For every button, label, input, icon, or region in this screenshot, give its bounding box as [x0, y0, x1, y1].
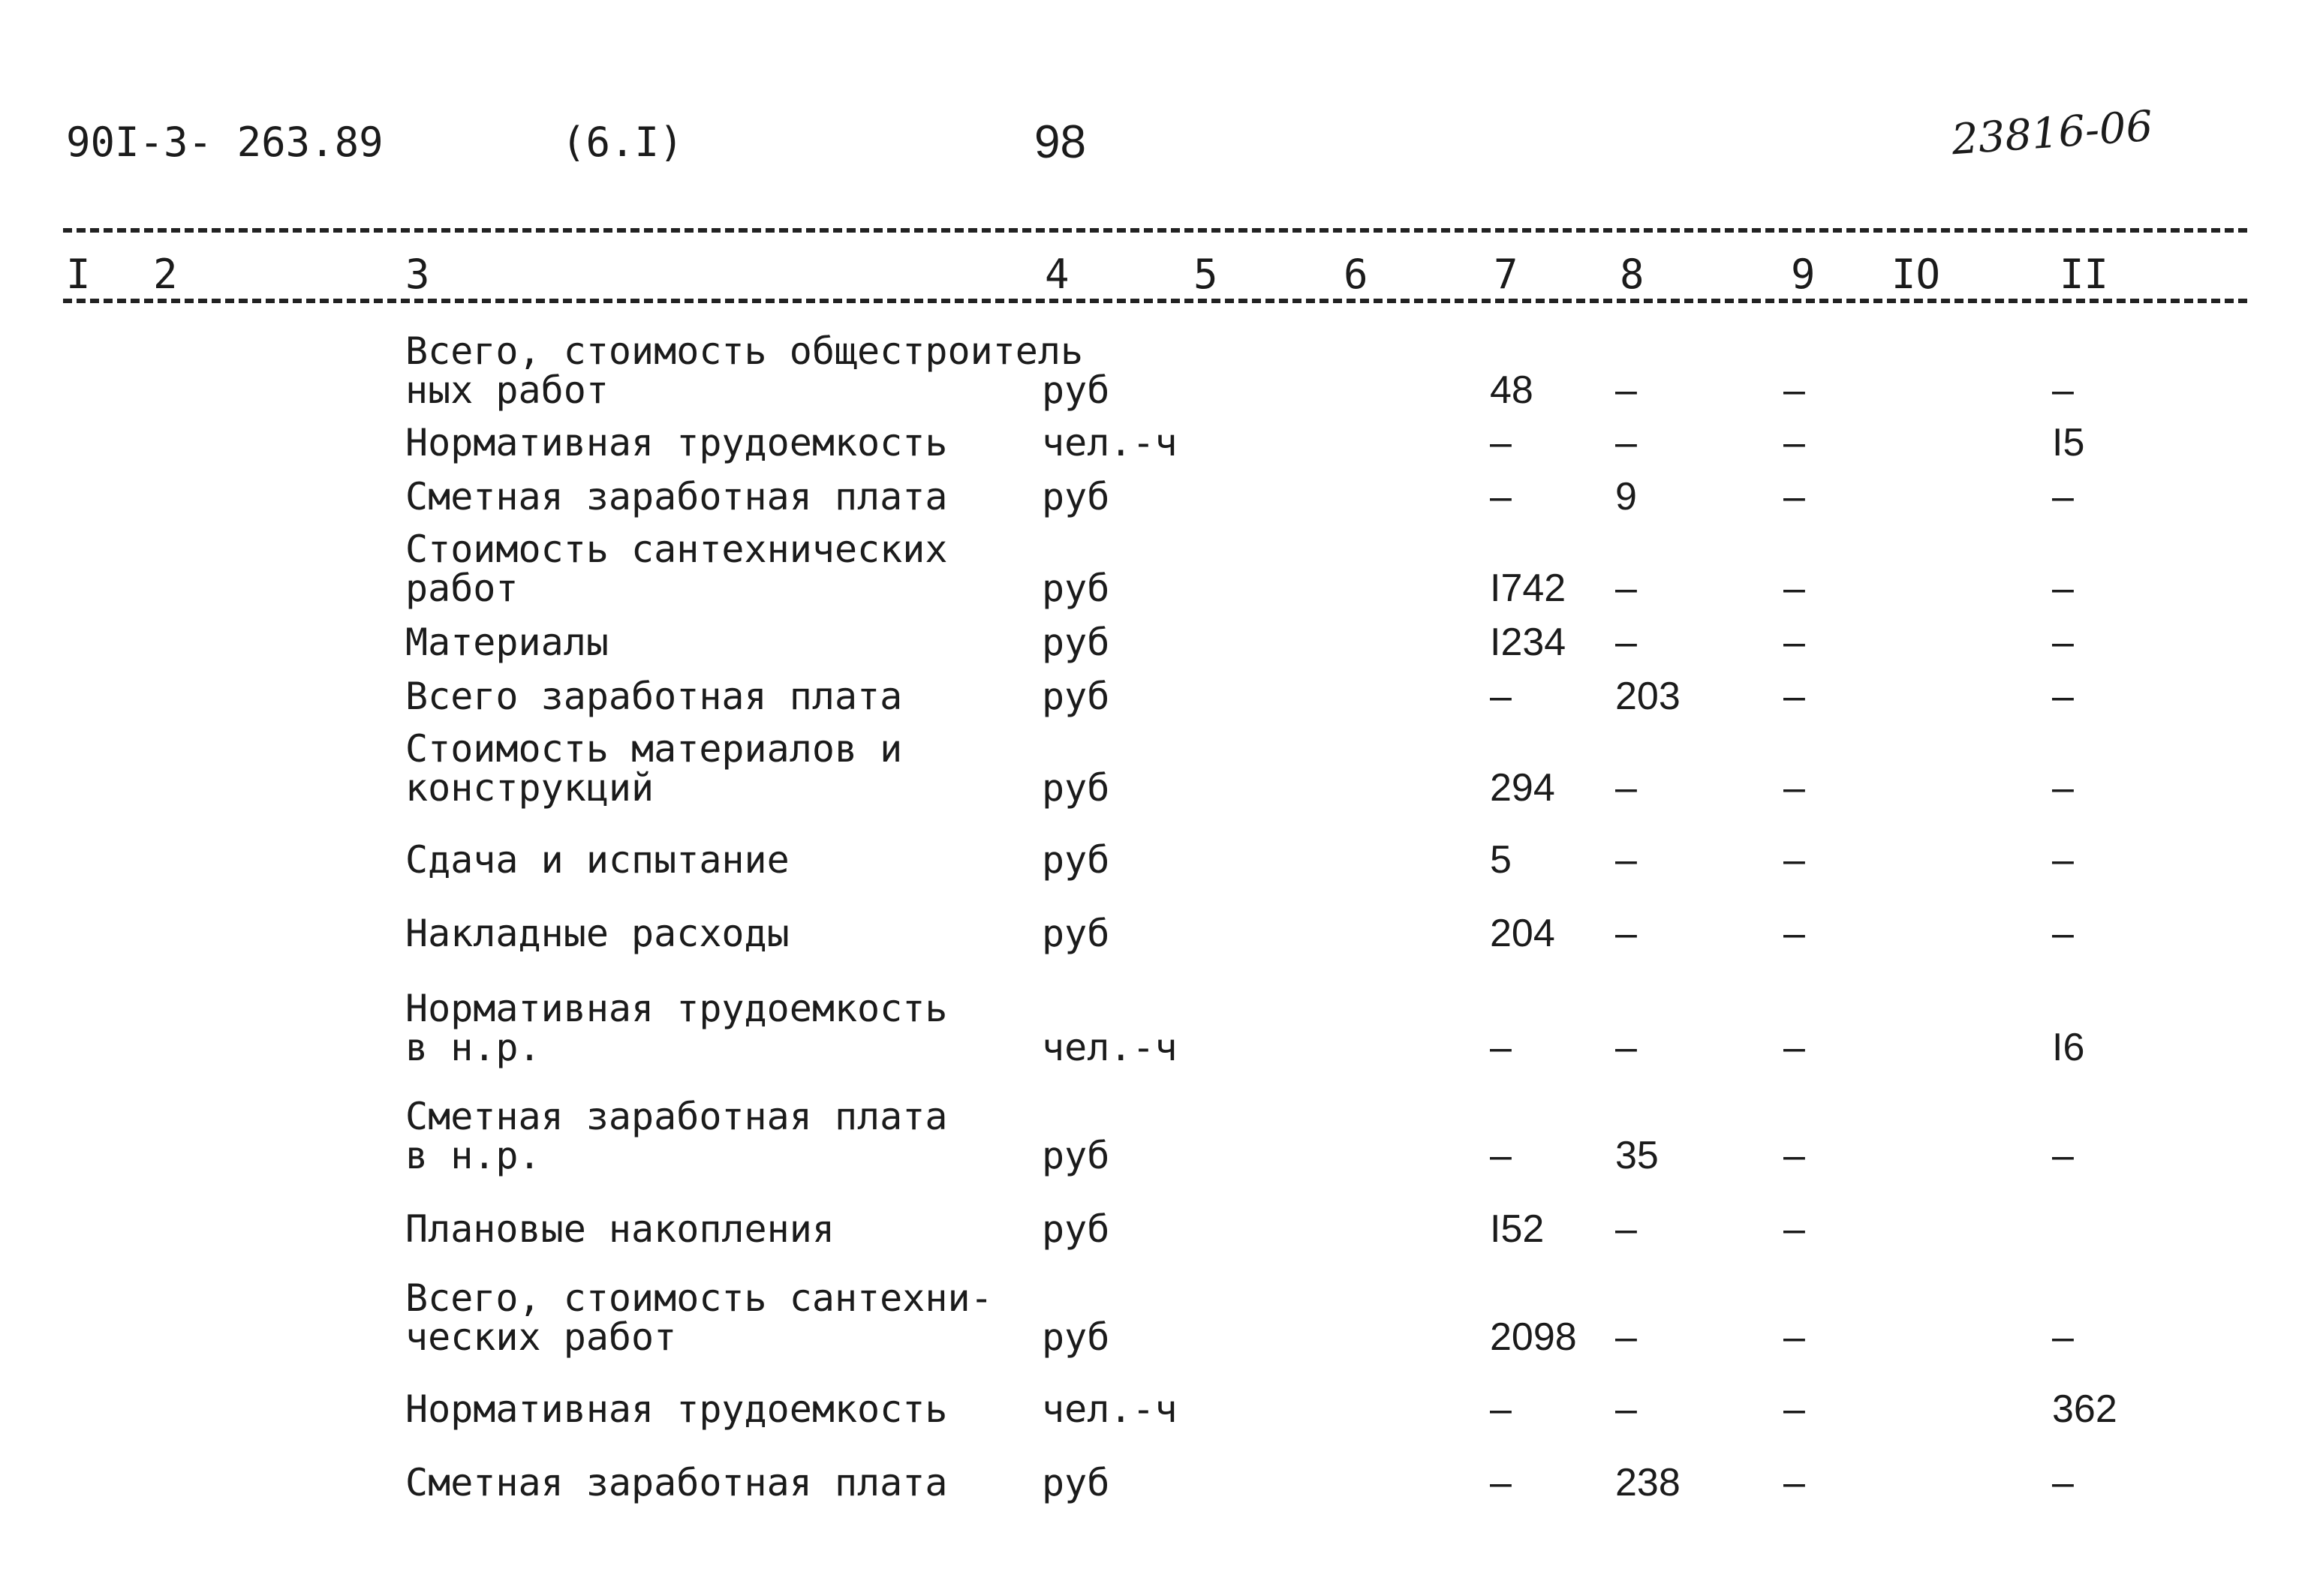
top-dashed-rule [63, 228, 2247, 233]
column-number: 4 [1045, 251, 1070, 298]
col7-cell: – [1490, 1134, 1512, 1177]
col7-cell: I742 [1490, 567, 1566, 610]
table-row [0, 1097, 2305, 1175]
col7-cell: I234 [1490, 621, 1566, 664]
col7-cell: 204 [1490, 912, 1555, 955]
col9-cell: – [1783, 1026, 1805, 1069]
table-row [0, 1207, 2305, 1251]
table-row [0, 1463, 2305, 1502]
row-label: Стоимость материалов и конструкций [405, 727, 903, 810]
column-number: 2 [153, 251, 178, 298]
col9-cell: – [1783, 1207, 1805, 1251]
row-label: Всего, стоимость общестроитель ных работ [405, 329, 1084, 412]
unit-cell: руб [1042, 368, 1110, 412]
archive-stamp: 23816-06 [1950, 101, 2155, 165]
row-label: Сметная заработная плата [405, 475, 948, 518]
table-row [0, 989, 2305, 1067]
table-row [0, 423, 2305, 462]
unit-cell: руб [1042, 912, 1110, 955]
col8-cell: 9 [1615, 475, 1637, 518]
table-row [0, 527, 2305, 610]
column-number: 6 [1344, 251, 1368, 298]
col7-cell: – [1490, 675, 1512, 718]
col9-cell: – [1783, 1134, 1805, 1177]
row-label: Нормативная трудоемкость [405, 1387, 948, 1431]
table-row [0, 1276, 2305, 1359]
table-row [0, 677, 2305, 716]
col11-cell: – [2052, 675, 2074, 718]
col8-cell: – [1615, 1387, 1637, 1431]
col11-cell: I5 [2052, 421, 2085, 464]
col8-cell: – [1615, 766, 1637, 810]
col7-cell: – [1490, 475, 1512, 518]
col9-cell: – [1783, 567, 1805, 610]
col11-cell: – [2052, 368, 2074, 412]
col11-cell: – [2052, 1315, 2074, 1359]
col8-cell: 35 [1615, 1134, 1659, 1177]
row-label: Нормативная трудоемкость [405, 421, 948, 464]
unit-cell: руб [1042, 621, 1110, 664]
table-row [0, 727, 2305, 810]
col7-cell: I52 [1490, 1207, 1545, 1251]
col9-cell: – [1783, 1387, 1805, 1431]
col7-cell: – [1490, 421, 1512, 464]
col8-cell: 203 [1615, 675, 1681, 718]
row-label: Накладные расходы [405, 912, 790, 955]
col7-cell: – [1490, 1461, 1512, 1504]
col9-cell: – [1783, 368, 1805, 412]
row-label: Всего заработная плата [405, 675, 903, 718]
unit-cell: руб [1042, 766, 1110, 810]
unit-cell: руб [1042, 1315, 1110, 1359]
unit-cell: руб [1042, 838, 1110, 882]
col11-cell: – [2052, 621, 2074, 664]
row-label: Нормативная трудоемкость в н.р. [405, 987, 948, 1069]
table-row [0, 1387, 2305, 1431]
unit-cell: чел.-ч [1042, 421, 1178, 464]
row-label: Сдача и испытание [405, 838, 790, 882]
row-label: Сметная заработная плата в н.р. [405, 1095, 948, 1177]
document-code: 90I-3- 263.89 [66, 119, 384, 166]
col9-cell: – [1783, 838, 1805, 882]
col8-cell: 238 [1615, 1461, 1681, 1504]
column-number: I [66, 251, 91, 298]
col9-cell: – [1783, 621, 1805, 664]
row-label: Материалы [405, 621, 609, 664]
col7-cell: 2098 [1490, 1315, 1577, 1359]
col9-cell: – [1783, 675, 1805, 718]
table-row [0, 329, 2305, 412]
col11-cell: I6 [2052, 1026, 2085, 1069]
col8-cell: – [1615, 621, 1637, 664]
col9-cell: – [1783, 912, 1805, 955]
unit-cell: руб [1042, 1207, 1110, 1251]
column-number: 3 [405, 251, 430, 298]
col7-cell: – [1490, 1387, 1512, 1431]
column-number: 7 [1494, 251, 1518, 298]
col8-cell: – [1615, 1315, 1637, 1359]
unit-cell: чел.-ч [1042, 1026, 1178, 1069]
unit-cell: руб [1042, 567, 1110, 610]
column-number: 9 [1791, 251, 1816, 298]
col8-cell: – [1615, 567, 1637, 610]
table-row [0, 914, 2305, 953]
col11-cell: – [2052, 1461, 2074, 1504]
col7-cell: 48 [1490, 368, 1533, 412]
unit-cell: руб [1042, 675, 1110, 718]
unit-cell: руб [1042, 1134, 1110, 1177]
column-number: 5 [1193, 251, 1218, 298]
unit-cell: руб [1042, 1461, 1110, 1504]
col11-cell: – [2052, 838, 2074, 882]
col9-cell: – [1783, 421, 1805, 464]
table-row [0, 477, 2305, 516]
col8-cell: – [1615, 1207, 1637, 1251]
page-number: 98 [1034, 116, 1086, 168]
col11-cell: – [2052, 766, 2074, 810]
col11-cell: – [2052, 567, 2074, 610]
col8-cell: – [1615, 1026, 1637, 1069]
col11-cell: – [2052, 912, 2074, 955]
col11-cell: – [2052, 1134, 2074, 1177]
header-bottom-dashed-rule [63, 299, 2247, 303]
col8-cell: – [1615, 368, 1637, 412]
col11-cell: 362 [2052, 1387, 2117, 1431]
table-row [0, 623, 2305, 662]
row-label: Стоимость сантехнических работ [405, 527, 948, 610]
column-number: 8 [1620, 251, 1644, 298]
row-label: Сметная заработная плата [405, 1461, 948, 1504]
col7-cell: 5 [1490, 838, 1512, 882]
column-number: IO [1891, 251, 1941, 298]
col9-cell: – [1783, 1315, 1805, 1359]
col8-cell: – [1615, 421, 1637, 464]
col9-cell: – [1783, 1461, 1805, 1504]
row-label: Всего, стоимость сантехни- ческих работ [405, 1276, 993, 1359]
col9-cell: – [1783, 475, 1805, 518]
col7-cell: 294 [1490, 766, 1555, 810]
section-number: (6.I) [561, 119, 684, 166]
column-number: II [2060, 251, 2109, 298]
col9-cell: – [1783, 766, 1805, 810]
unit-cell: чел.-ч [1042, 1387, 1178, 1431]
col11-cell: – [2052, 475, 2074, 518]
table-row [0, 838, 2305, 882]
row-label: Плановые накопления [405, 1207, 835, 1251]
col7-cell: – [1490, 1026, 1512, 1069]
unit-cell: руб [1042, 475, 1110, 518]
col8-cell: – [1615, 838, 1637, 882]
col8-cell: – [1615, 912, 1637, 955]
